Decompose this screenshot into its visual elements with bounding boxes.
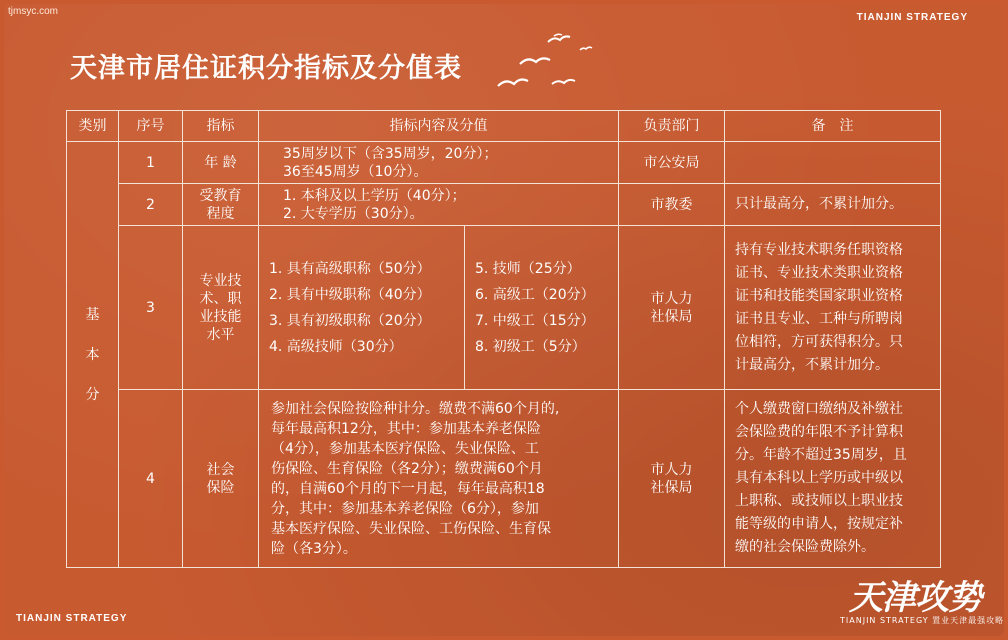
content-line: 2. 大专学历（30分）。	[283, 205, 424, 222]
content-line: 6. 高级工（20分）	[475, 286, 595, 303]
row-department	[619, 226, 725, 390]
row-note	[725, 390, 941, 568]
points-table	[66, 110, 941, 568]
logo	[840, 578, 1005, 626]
note-line: 持有专业技术职务任职资格	[735, 241, 903, 258]
content-line: 1. 本科及以上学历（40分）；	[283, 187, 466, 204]
category-char: 分	[85, 386, 100, 403]
header-department: 负责部门	[619, 111, 725, 142]
row-no: 2	[119, 184, 183, 226]
content-line: 3. 具有初级职称（20分）	[269, 312, 431, 329]
content-line: 的，自满60个月的下一月起，每年最高积18	[271, 480, 545, 497]
row-content-right	[465, 226, 619, 390]
note-line: 缴的社会保险费除外。	[735, 539, 875, 555]
content-line: （4分），参加基本医疗保险、失业保险、工	[271, 440, 539, 457]
indicator-line: 术、职	[199, 290, 242, 307]
header-note: 备 注	[725, 111, 941, 142]
row-content	[259, 142, 619, 184]
row-department: 市教委	[619, 184, 725, 226]
content-line: 36至45周岁（10分）。	[283, 163, 428, 180]
department-line: 社保局	[650, 479, 693, 496]
note-line: 证书、专业技术类职业资格	[735, 264, 903, 281]
content-line: 35周岁以下（含35周岁，20分）；	[283, 145, 498, 162]
department-line: 社保局	[650, 308, 693, 325]
note-line: 证书和技能类国家职业资格	[735, 287, 903, 304]
content-line: 分，其中：参加基本养老保险（6分），参加	[271, 500, 539, 517]
row-content	[259, 184, 619, 226]
row-indicator	[183, 184, 259, 226]
watermark: tjmsyc.com	[8, 6, 58, 17]
row-note	[725, 226, 941, 390]
table-row	[67, 184, 941, 226]
birds-icon	[490, 30, 600, 100]
header-no: 序号	[119, 111, 183, 142]
note-line: 证书且专业、工种与所聘岗	[735, 310, 903, 327]
content-line: 1. 具有高级职称（50分）	[269, 260, 431, 277]
note-line: 会保险费的年限不予计算积	[735, 424, 903, 440]
indicator-line: 程度	[206, 205, 235, 222]
row-no: 4	[119, 390, 183, 568]
content-line: 5. 技师（25分）	[475, 260, 581, 277]
content-line: 8. 初级工（5分）	[475, 338, 586, 355]
table-header-row	[67, 111, 941, 142]
row-no: 3	[119, 226, 183, 390]
indicator-line: 受教育	[199, 187, 242, 204]
department-line: 市人力	[650, 461, 693, 478]
row-no: 1	[119, 142, 183, 184]
indicator-line: 水平	[206, 326, 235, 343]
row-content	[259, 390, 619, 568]
indicator-line: 专业技	[199, 272, 242, 289]
header-category: 类别	[67, 111, 119, 142]
note-line: 计最高分，不累计加分。	[735, 356, 889, 373]
department-line: 市人力	[650, 290, 693, 307]
content-line: 参加社会保险按险种计分。缴费不满60个月的,	[271, 400, 560, 417]
logo-main: 天津攻势	[849, 578, 981, 618]
row-content-left	[259, 226, 465, 390]
table-row	[67, 142, 941, 184]
content-line: 7. 中级工（15分）	[475, 312, 595, 329]
category-cell	[67, 142, 119, 568]
note-line: 分。年龄不超过35周岁，且	[735, 447, 907, 463]
category-label	[67, 295, 118, 415]
content-line: 基本医疗保险、失业保险、工伤保险、生育保	[271, 520, 551, 537]
brand-bottom: TIANJIN STRATEGY	[16, 613, 128, 624]
category-char: 本	[85, 346, 100, 363]
page-title: 天津市居住证积分指标及分值表	[70, 53, 462, 84]
row-indicator: 年 龄	[183, 142, 259, 184]
indicator-line: 社会	[206, 461, 235, 478]
indicator-line: 保险	[206, 479, 235, 496]
indicator-line: 业技能	[199, 308, 242, 325]
row-indicator	[183, 390, 259, 568]
logo-sub: TIANJIN STRATEGY 置业天津最强攻略	[840, 616, 1005, 625]
content-line: 每年最高积12分，其中：参加基本养老保险	[271, 420, 541, 437]
note-line: 上职称、或技师以上职业技	[735, 493, 903, 509]
content-line: 4. 高级技师（30分）	[269, 338, 403, 355]
note-line: 位相符，方可获得积分。只	[735, 333, 903, 350]
row-indicator	[183, 226, 259, 390]
note-line: 个人缴费窗口缴纳及补缴社	[735, 401, 903, 417]
row-department: 市公安局	[619, 142, 725, 184]
content-line: 险（各3分）。	[271, 540, 357, 557]
table-row	[67, 226, 941, 390]
category-char: 基	[85, 306, 100, 323]
content-line: 2. 具有中级职称（40分）	[269, 286, 431, 303]
table-row	[67, 390, 941, 568]
content-line: 伤保险、生育保险（各2分）；缴费满60个月	[271, 460, 543, 477]
header-indicator: 指标	[183, 111, 259, 142]
header-content: 指标内容及分值	[259, 111, 619, 142]
note-line: 具有本科以上学历或中级以	[735, 470, 903, 486]
row-note	[725, 142, 941, 184]
row-note: 只计最高分，不累计加分。	[725, 184, 941, 226]
row-department	[619, 390, 725, 568]
brand-top: TIANJIN STRATEGY	[856, 12, 968, 23]
note-line: 能等级的申请人，按规定补	[735, 516, 903, 532]
